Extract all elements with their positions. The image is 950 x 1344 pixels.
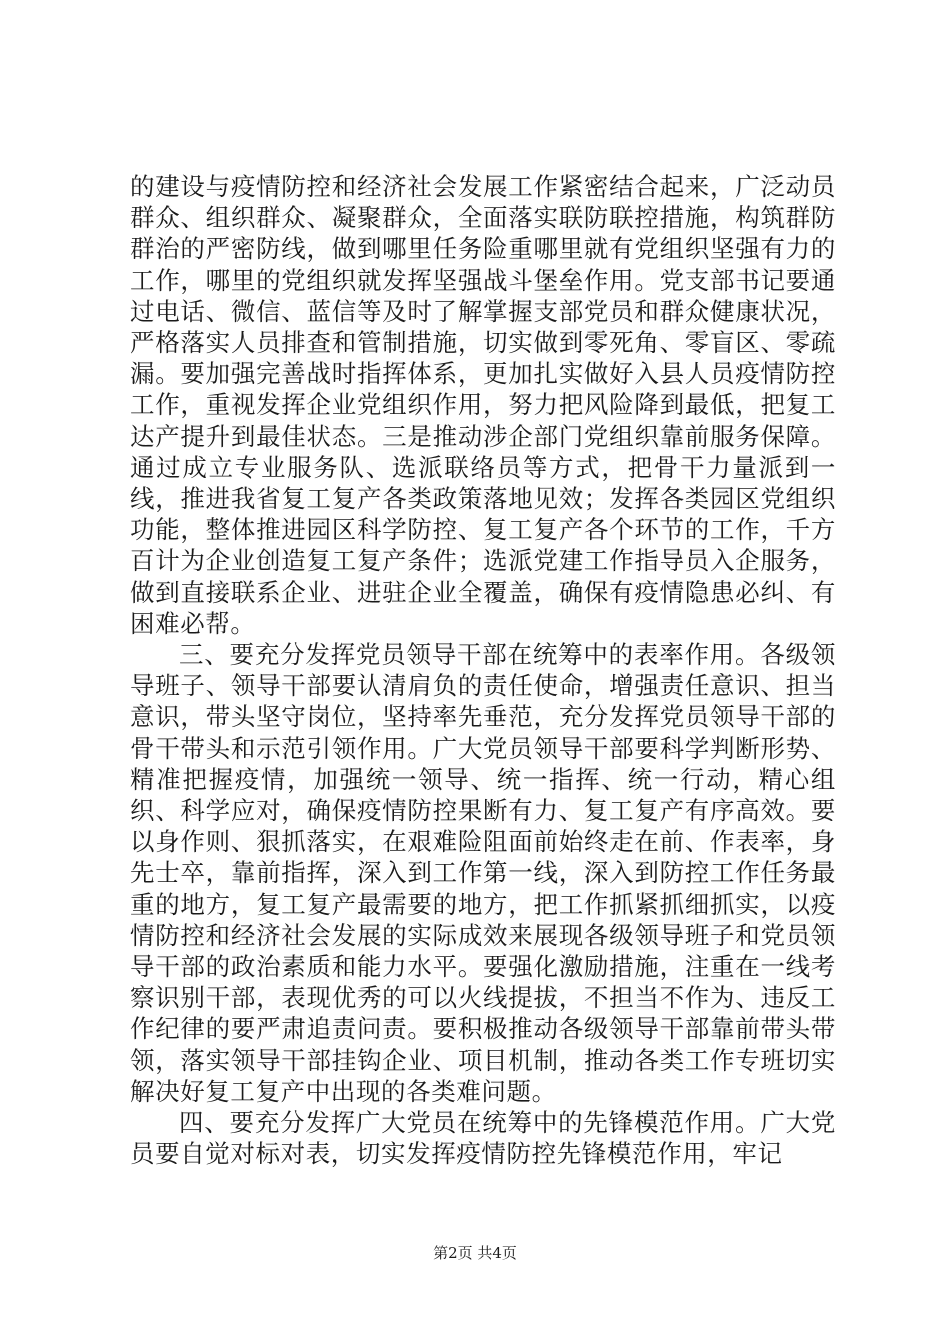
paragraph-section-three: 三、要充分发挥党员领导干部在统筹中的表率作用。各级领导班子、领导干部要认清肩负的责任使命，增强责任意识、担当意识，带头坚守岗位，坚持率先垂范，充分发挥党员领导干部的骨干带头和示范引领作用。广大党员领导干部要科学判断形势、精准把握疫情，加强统一领导、统一指挥、统一行动，精心组织、科学应对，确保疫情防控果断有力、复工复产有序高效。要以身作则、狠抓落实，在艰难险阻面前始终走在前、作表率，身先士卒，靠前指挥，深入到工作第一线，深入到防控工作任务最重的地方，复工复产最需要的地方，把工作抓紧抓细抓实，以疫情防控和经济社会发展的实际成效来展现各级领导班子和党员领导干部的政治素质和能力水平。要强化激励措施，注重在一线考察识别干部，表现优秀的可以火线提拔，不担当不作为、违反工作纪律的要严肃追责问责。要积极推动各级领导干部靠前带头带领，落实领导干部挂钩企业、项目机制，推动各类工作专班切实解决好复工复产中出现的各类难问题。 (130, 640, 836, 1106)
paragraph-continuation: 的建设与疫情防控和经济社会发展工作紧密结合起来，广泛动员群众、组织群众、凝聚群众，全面落实联防联控措施，构筑群防群治的严密防线，做到哪里任务险重哪里就有党组织坚强有力的工作，哪里的党组织就发挥坚强战斗堡垒作用。党支部书记要通过电话、微信、蓝信等及时了解掌握支部党员和群众健康状况，严格落实人员排查和管制措施，切实做到零死角、零盲区、零疏漏。要加强完善战时指挥体系，更加扎实做好入县人员疫情防控工作，重视发挥企业党组织作用，努力把风险降到最低，把复工达产提升到最佳状态。三是推动涉企部门党组织靠前服务保障。通过成立专业服务队、选派联络员等方式，把骨干力量派到一线，推进我省复工复产各类政策落地见效；发挥各类园区党组织功能，整体推进园区科学防控、复工复产各个环节的工作，千方百计为企业创造复工复产条件；选派党建工作指导员入企服务，做到直接联系企业、进驻企业全覆盖，确保有疫情隐患必纠、有困难必帮。 (130, 172, 836, 638)
page-number-footer: 第2页 共4页 (433, 1244, 517, 1262)
document-body (130, 171, 836, 1170)
paragraph-section-four: 四、要充分发挥广大党员在统筹中的先锋模范作用。广大党员要自觉对标对表，切实发挥疫情防控先锋模范作用，牢记 (130, 1108, 836, 1169)
